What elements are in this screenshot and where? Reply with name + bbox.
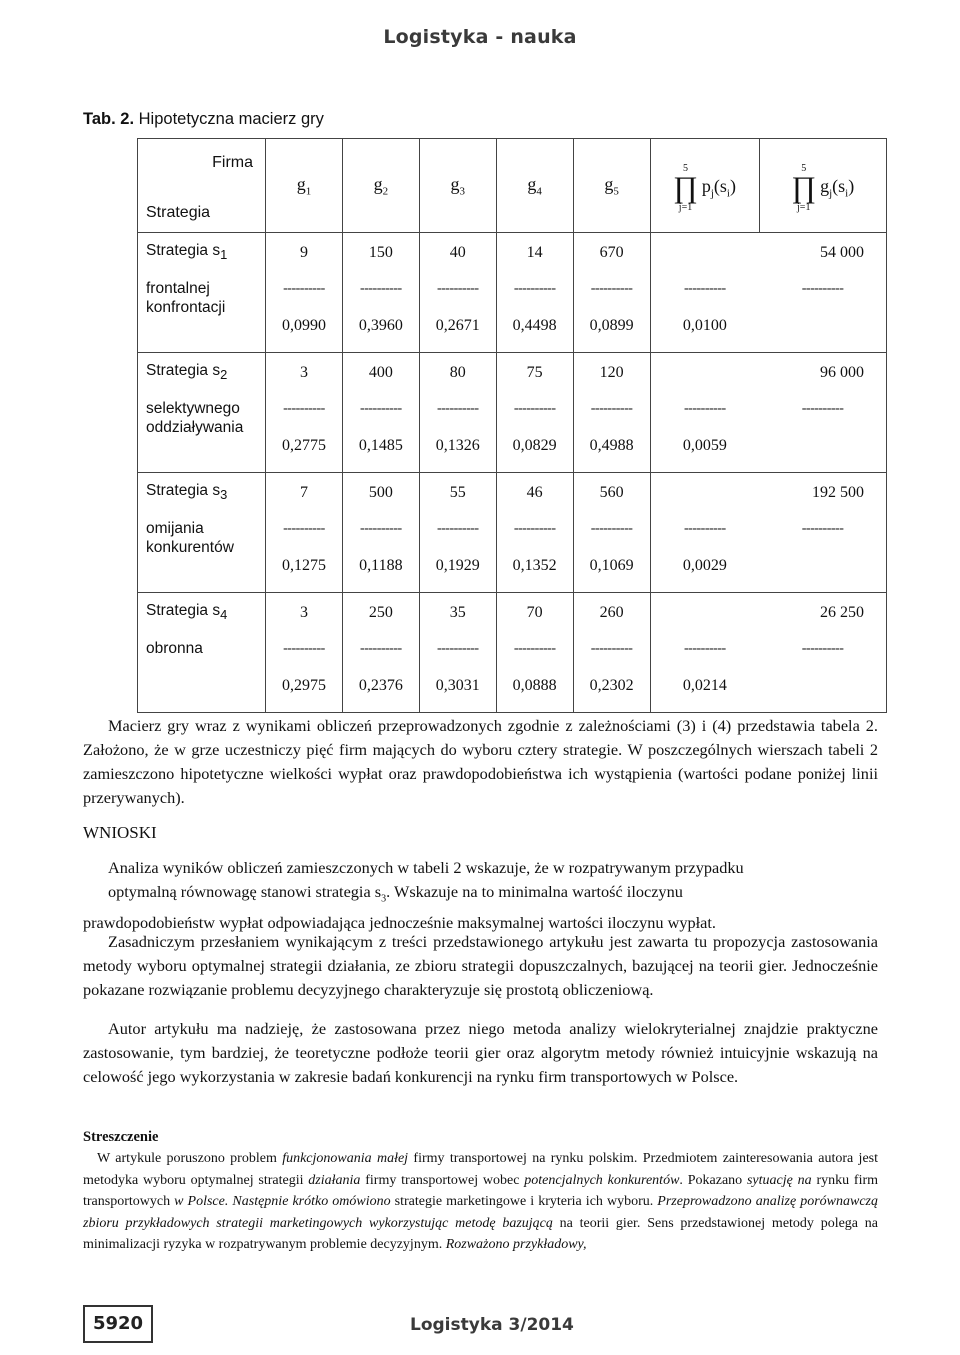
prob-cell: ---------- 0,2376: [342, 633, 419, 713]
abstract-heading: Streszczenie: [83, 1129, 159, 1145]
payoff-cell: 3: [266, 353, 343, 393]
table-row: [138, 393, 887, 473]
table-header-row: [138, 139, 887, 233]
payoff-cell: 500: [342, 473, 419, 513]
payoff-cell: 150: [342, 233, 419, 273]
prob-cell: ---------- 0,0899: [573, 273, 650, 353]
payoff-product-cell: 192 500: [759, 473, 886, 513]
prob-product-cell: ---------- 0,0214: [650, 633, 759, 713]
payoff-cell: 75: [496, 353, 573, 393]
empty-cell: [650, 233, 759, 273]
dash-cell: ----------: [759, 513, 886, 593]
payoff-cell: 40: [419, 233, 496, 273]
header-corner: [138, 139, 266, 233]
strategy-name: Strategia $s_3$: [138, 473, 266, 513]
abstract-segment: W artykule poruszono problem: [97, 1151, 283, 1166]
abstract-segment: Przeprowadzono analizę porównawczą zbioru przykładowych strategii marketingowych wykorzystując metodę bazującą: [83, 1194, 879, 1231]
prob-product-cell: ---------- 0,0059: [650, 393, 759, 473]
running-header: Logistyka - nauka: [383, 26, 577, 48]
payoff-cell: 260: [573, 593, 650, 633]
prob-cell: ---------- 0,2775: [266, 393, 343, 473]
strategy-description: obronna: [138, 633, 266, 713]
prob-product-cell: ---------- 0,0029: [650, 513, 759, 593]
abstract-segment: rynku firm transportowych: [83, 1172, 879, 1210]
payoff-cell: 250: [342, 593, 419, 633]
payoff-cell: 70: [496, 593, 573, 633]
abstract-segment: działania: [308, 1172, 361, 1188]
table-row: [138, 633, 887, 713]
payoff-cell: 80: [419, 353, 496, 393]
abstract-segment: firmy transportowej wobec: [360, 1172, 525, 1188]
abstract-segment: firmy transportowej na rynku polskim. Przedmiotem zainteresowania autora jest metodyka wyboru optymalnej strategii: [83, 1151, 878, 1188]
prob-cell: ---------- 0,0888: [496, 633, 573, 713]
empty-cell: [650, 593, 759, 633]
prob-cell: ---------- 0,2975: [266, 633, 343, 713]
paragraph-conclusion-3: Autor artykułu ma nadzieję, że zastosowana przez niego metoda analizy wielokryterialnej znajdzie praktyczne zastosowanie, tym bardziej, że teoretyczne podłoże teorii gier oraz algorytm metody również intuicyjnie wskazują na celowość jego wykorzystania w zakresie badań konkurencji na rynku firm transportowych w Polsce.: [83, 1019, 878, 1086]
firma-label: Firma: [212, 154, 253, 171]
strategy-description: frontalnej konfrontacji: [138, 273, 266, 353]
col-header-g2: $g_2$: [342, 139, 419, 233]
abstract-segment: sytuację na: [746, 1172, 812, 1188]
abstract-segment: . Pokazano: [679, 1172, 747, 1188]
strategia-label: Strategia: [146, 204, 211, 221]
strategy-description: selektywnego oddziaływania: [138, 393, 266, 473]
table-row: [138, 513, 887, 593]
strategy-name: Strategia $s_4$: [138, 593, 266, 633]
abstract-segment: w Polsce. Następnie krótko omówiono: [174, 1194, 391, 1210]
prob-cell: ---------- 0,0990: [266, 273, 343, 353]
paragraph-table-description: Macierz gry wraz z wynikami obliczeń przeprowadzonych zgodnie z zależnościami (3) i (4) przedstawia tabela 2. Założono, że w grze uczestniczy pięć firm mających do wyboru cztery strategie. W poszczególnych wierszach tabeli 2 zamieszczono hipotetyczne wielkości wypłat oraz prawdopodobieństwa ich wystąpienia (wartości podane poniżej linii przerywanych).: [83, 716, 878, 807]
page-number: 5920: [83, 1305, 153, 1343]
prob-cell: ---------- 0,1352: [496, 513, 573, 593]
col-header-prob-product: 5 ∏ j=1 $p_j(s_i)$: [650, 139, 759, 233]
col-header-g4: $g_4$: [496, 139, 573, 233]
payoff-cell: 120: [573, 353, 650, 393]
table-caption: [83, 110, 324, 129]
abstract-segment: potencjalnych konkurentów: [524, 1172, 680, 1188]
payoff-cell: 14: [496, 233, 573, 273]
payoff-product-cell: 54 000: [759, 233, 886, 273]
col-header-g3: $g_3$: [419, 139, 496, 233]
prob-cell: ---------- 0,3031: [419, 633, 496, 713]
prob-cell: ---------- 0,1485: [342, 393, 419, 473]
paragraph-conclusion-2: Zasadniczym przesłaniem wynikającym z treści przedstawionego artykułu jest zawarta tu propozycja zastosowania metody wyboru optymalnej strategii działania, ze zbioru strategii dopuszczalnych, bazującej na teorii gier. Jednocześnie pokazane rozwiązanie problemu decyzyjnego charakteryzuje się prostotą obliczeniową.: [83, 932, 878, 999]
payoff-cell: 560: [573, 473, 650, 513]
col-header-payoff-product: 5 ∏ j=1 $g_j(s_i)$: [759, 139, 886, 233]
empty-cell: [650, 353, 759, 393]
prob-cell: ---------- 0,2671: [419, 273, 496, 353]
prob-product-cell: ---------- 0,0100: [650, 273, 759, 353]
prob-cell: ---------- 0,1326: [419, 393, 496, 473]
payoff-cell: 670: [573, 233, 650, 273]
abstract-segment: na teorii gier. Sens przedstawionej metody polega na minimalizacji ryzyka w rozpatrywanym problemie decyzyjnym.: [83, 1215, 878, 1253]
strategy-description: omijania konkurentów: [138, 513, 266, 593]
dash-cell: ----------: [759, 633, 886, 713]
payoff-product-cell: 96 000: [759, 353, 886, 393]
dash-cell: ----------: [759, 393, 886, 473]
table-label: Tab. 2.: [83, 110, 135, 128]
col-header-g5: $g_5$: [573, 139, 650, 233]
payoff-cell: 7: [266, 473, 343, 513]
game-matrix-table: [137, 138, 887, 713]
abstract-segment: funkcjonowania małej: [282, 1151, 409, 1166]
table-row: [138, 273, 887, 353]
abstract-text: [83, 1148, 878, 1256]
table-row: [138, 233, 887, 273]
empty-cell: [650, 473, 759, 513]
abstract-segment: strategie marketingowe i kryteria ich wyboru.: [390, 1194, 658, 1210]
payoff-cell: 55: [419, 473, 496, 513]
prob-cell: ---------- 0,1275: [266, 513, 343, 593]
strategy-name: Strategia $s_2$: [138, 353, 266, 393]
payoff-cell: 35: [419, 593, 496, 633]
payoff-cell: 46: [496, 473, 573, 513]
table-row: [138, 353, 887, 393]
journal-footer: Logistyka 3/2014: [410, 1315, 574, 1335]
abstract-segment: Rozważono przykładowy,: [445, 1237, 587, 1253]
dash-cell: ----------: [759, 273, 886, 353]
prob-cell: ---------- 0,1188: [342, 513, 419, 593]
prob-cell: ---------- 0,1069: [573, 513, 650, 593]
prob-cell: ---------- 0,0829: [496, 393, 573, 473]
payoff-cell: 9: [266, 233, 343, 273]
paragraph-conclusion-1: Analiza wyników obliczeń zamieszczonych w tabeli 2 wskazuje, że w rozpatrywanym przypadku optymalną równowagę stanowi strategia $s_3$. Wskazuje na to minimalna wartość iloczynu prawdopodobieństw wypłat odpowiadająca jednocześnie maksymalnej wartości iloczynu wypłat.: [83, 858, 744, 933]
prob-cell: ---------- 0,4498: [496, 273, 573, 353]
prob-cell: ---------- 0,2302: [573, 633, 650, 713]
prob-cell: ---------- 0,4988: [573, 393, 650, 473]
col-header-g1: $g_1$: [266, 139, 343, 233]
payoff-cell: 400: [342, 353, 419, 393]
payoff-product-cell: 26 250: [759, 593, 886, 633]
table-row: [138, 593, 887, 633]
strategy-name: Strategia $s_1$: [138, 233, 266, 273]
table-row: [138, 473, 887, 513]
section-heading-wnioski: WNIOSKI: [83, 823, 157, 842]
payoff-cell: 3: [266, 593, 343, 633]
table-title: Hipotetyczna macierz gry: [138, 110, 324, 128]
prob-cell: ---------- 0,3960: [342, 273, 419, 353]
prob-cell: ---------- 0,1929: [419, 513, 496, 593]
